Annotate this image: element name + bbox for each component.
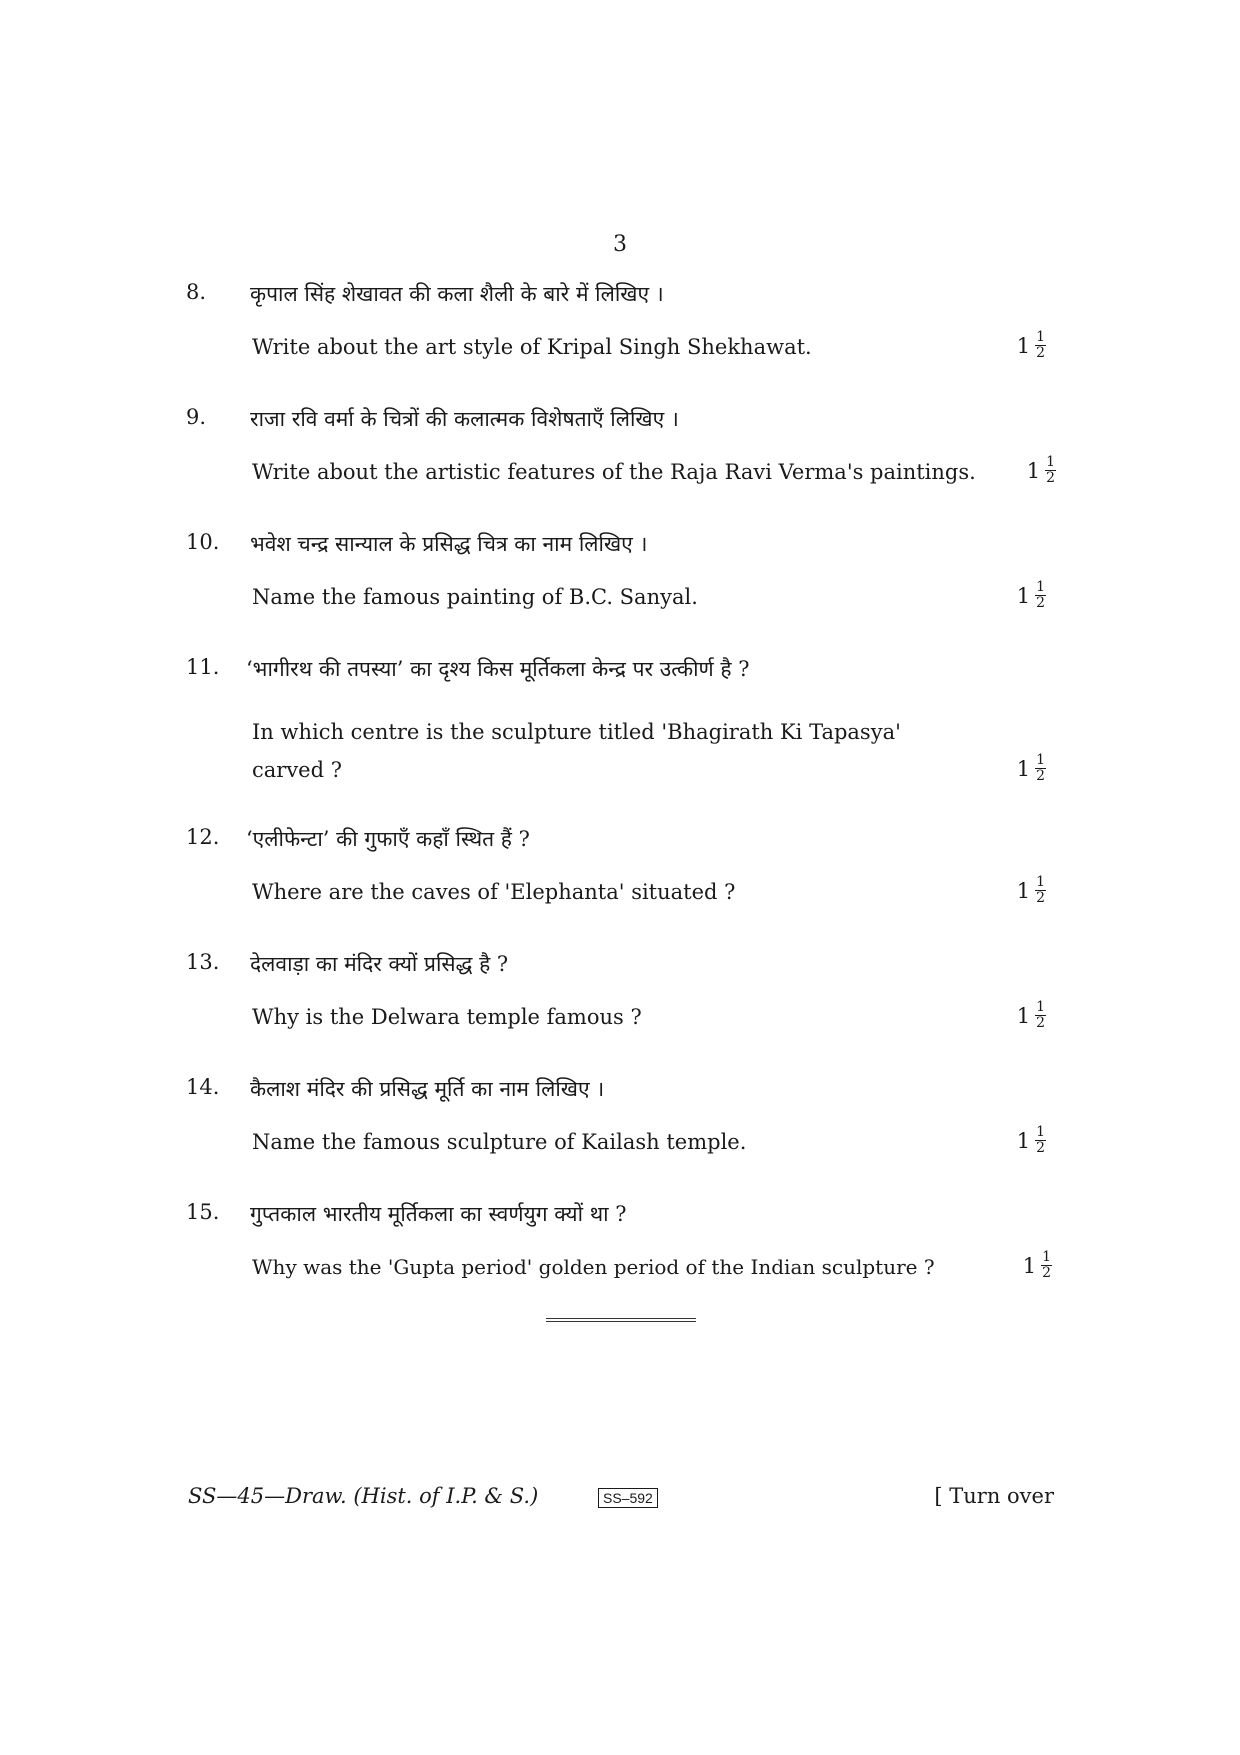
- marks-fraction: [1035, 580, 1046, 611]
- question-marks: [1017, 1000, 1046, 1031]
- question-number: 10.: [186, 530, 220, 554]
- question-marks: [1017, 875, 1046, 906]
- question-english-line-1: In which centre is the sculpture titled 'Bhagirath Ki Tapasya': [252, 720, 901, 744]
- question-english-text: Why is the Delwara temple famous ?: [252, 1005, 642, 1029]
- fraction-numerator: 1: [1036, 999, 1045, 1015]
- marks-fraction: [1045, 455, 1056, 486]
- question-hindi-text: कैलाश मंदिर की प्रसिद्ध मूर्ति का नाम लिखिए ।: [250, 1077, 605, 1101]
- question-hindi-text: भवेश चन्द्र सान्याल के प्रसिद्ध चित्र का नाम लिखिए ।: [250, 532, 648, 556]
- paper-serial-box: SS–592: [598, 1488, 658, 1508]
- fraction-numerator: 1: [1036, 752, 1045, 768]
- fraction-denominator: 2: [1036, 768, 1045, 784]
- fraction-numerator: 1: [1036, 329, 1045, 345]
- turn-over-note: [ Turn over: [934, 1484, 1054, 1508]
- question-hindi-text: ‘भागीरथ की तपस्या’ का दृश्य किस मूर्तिकला केन्द्र पर उत्कीर्ण है ?: [246, 657, 750, 681]
- question-hindi-text: ‘एलीफेन्टा’ की गुफाएँ कहाँ स्थित हैं ?: [246, 827, 530, 851]
- question-english-text: Why was the 'Gupta period' golden period of the Indian sculpture ?: [252, 1255, 935, 1279]
- fraction-denominator: 2: [1036, 1015, 1045, 1031]
- fraction-numerator: 1: [1036, 874, 1045, 890]
- question-marks: [1017, 753, 1046, 784]
- marks-whole: 1: [1016, 756, 1031, 781]
- marks-fraction: [1035, 753, 1046, 784]
- marks-fraction: [1035, 875, 1046, 906]
- fraction-denominator: 2: [1046, 470, 1055, 486]
- fraction-numerator: 1: [1046, 454, 1055, 470]
- marks-fraction: [1035, 1125, 1046, 1156]
- fraction-numerator: 1: [1042, 1249, 1051, 1265]
- end-divider: [546, 1318, 696, 1322]
- marks-fraction: [1041, 1250, 1052, 1281]
- question-english-line-2: carved ?: [252, 758, 342, 782]
- question-english-text: Write about the artistic features of the Raja Ravi Verma's paintings.: [252, 460, 976, 484]
- question-number: 12.: [186, 825, 220, 849]
- marks-whole: 1: [1016, 583, 1031, 608]
- fraction-numerator: 1: [1036, 579, 1045, 595]
- question-english-text: Name the famous sculpture of Kailash temple.: [252, 1130, 747, 1154]
- question-english-text: Name the famous painting of B.C. Sanyal.: [252, 585, 698, 609]
- marks-whole: 1: [1016, 878, 1031, 903]
- marks-fraction: [1035, 330, 1046, 361]
- question-marks: [1017, 330, 1046, 361]
- marks-whole: 1: [1016, 1003, 1031, 1028]
- question-hindi-text: देलवाड़ा का मंदिर क्यों प्रसिद्ध है ?: [250, 952, 509, 976]
- question-number: 11.: [186, 655, 220, 679]
- question-number: 8.: [186, 280, 207, 304]
- question-english-text: Write about the art style of Kripal Singh Shekhawat.: [252, 335, 812, 359]
- fraction-denominator: 2: [1036, 595, 1045, 611]
- fraction-denominator: 2: [1042, 1265, 1051, 1281]
- question-english-text: Where are the caves of 'Elephanta' situated ?: [252, 880, 736, 904]
- marks-whole: 1: [1026, 458, 1041, 483]
- marks-fraction: [1035, 1000, 1046, 1031]
- marks-whole: 1: [1016, 1128, 1031, 1153]
- question-hindi-text: गुप्तकाल भारतीय मूर्तिकला का स्वर्णयुग क्यों था ?: [250, 1202, 627, 1226]
- fraction-numerator: 1: [1036, 1124, 1045, 1140]
- question-marks: [1027, 455, 1056, 486]
- question-number: 9.: [186, 405, 207, 429]
- question-number: 15.: [186, 1200, 220, 1224]
- marks-whole: 1: [1016, 333, 1031, 358]
- page-number: 3: [613, 232, 627, 257]
- question-marks: [1017, 580, 1046, 611]
- fraction-denominator: 2: [1036, 1140, 1045, 1156]
- fraction-denominator: 2: [1036, 345, 1045, 361]
- question-marks: [1023, 1250, 1052, 1281]
- question-hindi-text: राजा रवि वर्मा के चित्रों की कलात्मक विशेषताएँ लिखिए ।: [250, 407, 679, 431]
- question-number: 13.: [186, 950, 220, 974]
- question-number: 14.: [186, 1075, 220, 1099]
- page-footer: [188, 1484, 1054, 1514]
- paper-code: SS—45—Draw. (Hist. of I.P. & S.): [188, 1484, 539, 1508]
- fraction-denominator: 2: [1036, 890, 1045, 906]
- question-marks: [1017, 1125, 1046, 1156]
- marks-whole: 1: [1022, 1253, 1037, 1278]
- question-hindi-text: कृपाल सिंह शेखावत की कला शैली के बारे में लिखिए ।: [250, 282, 664, 306]
